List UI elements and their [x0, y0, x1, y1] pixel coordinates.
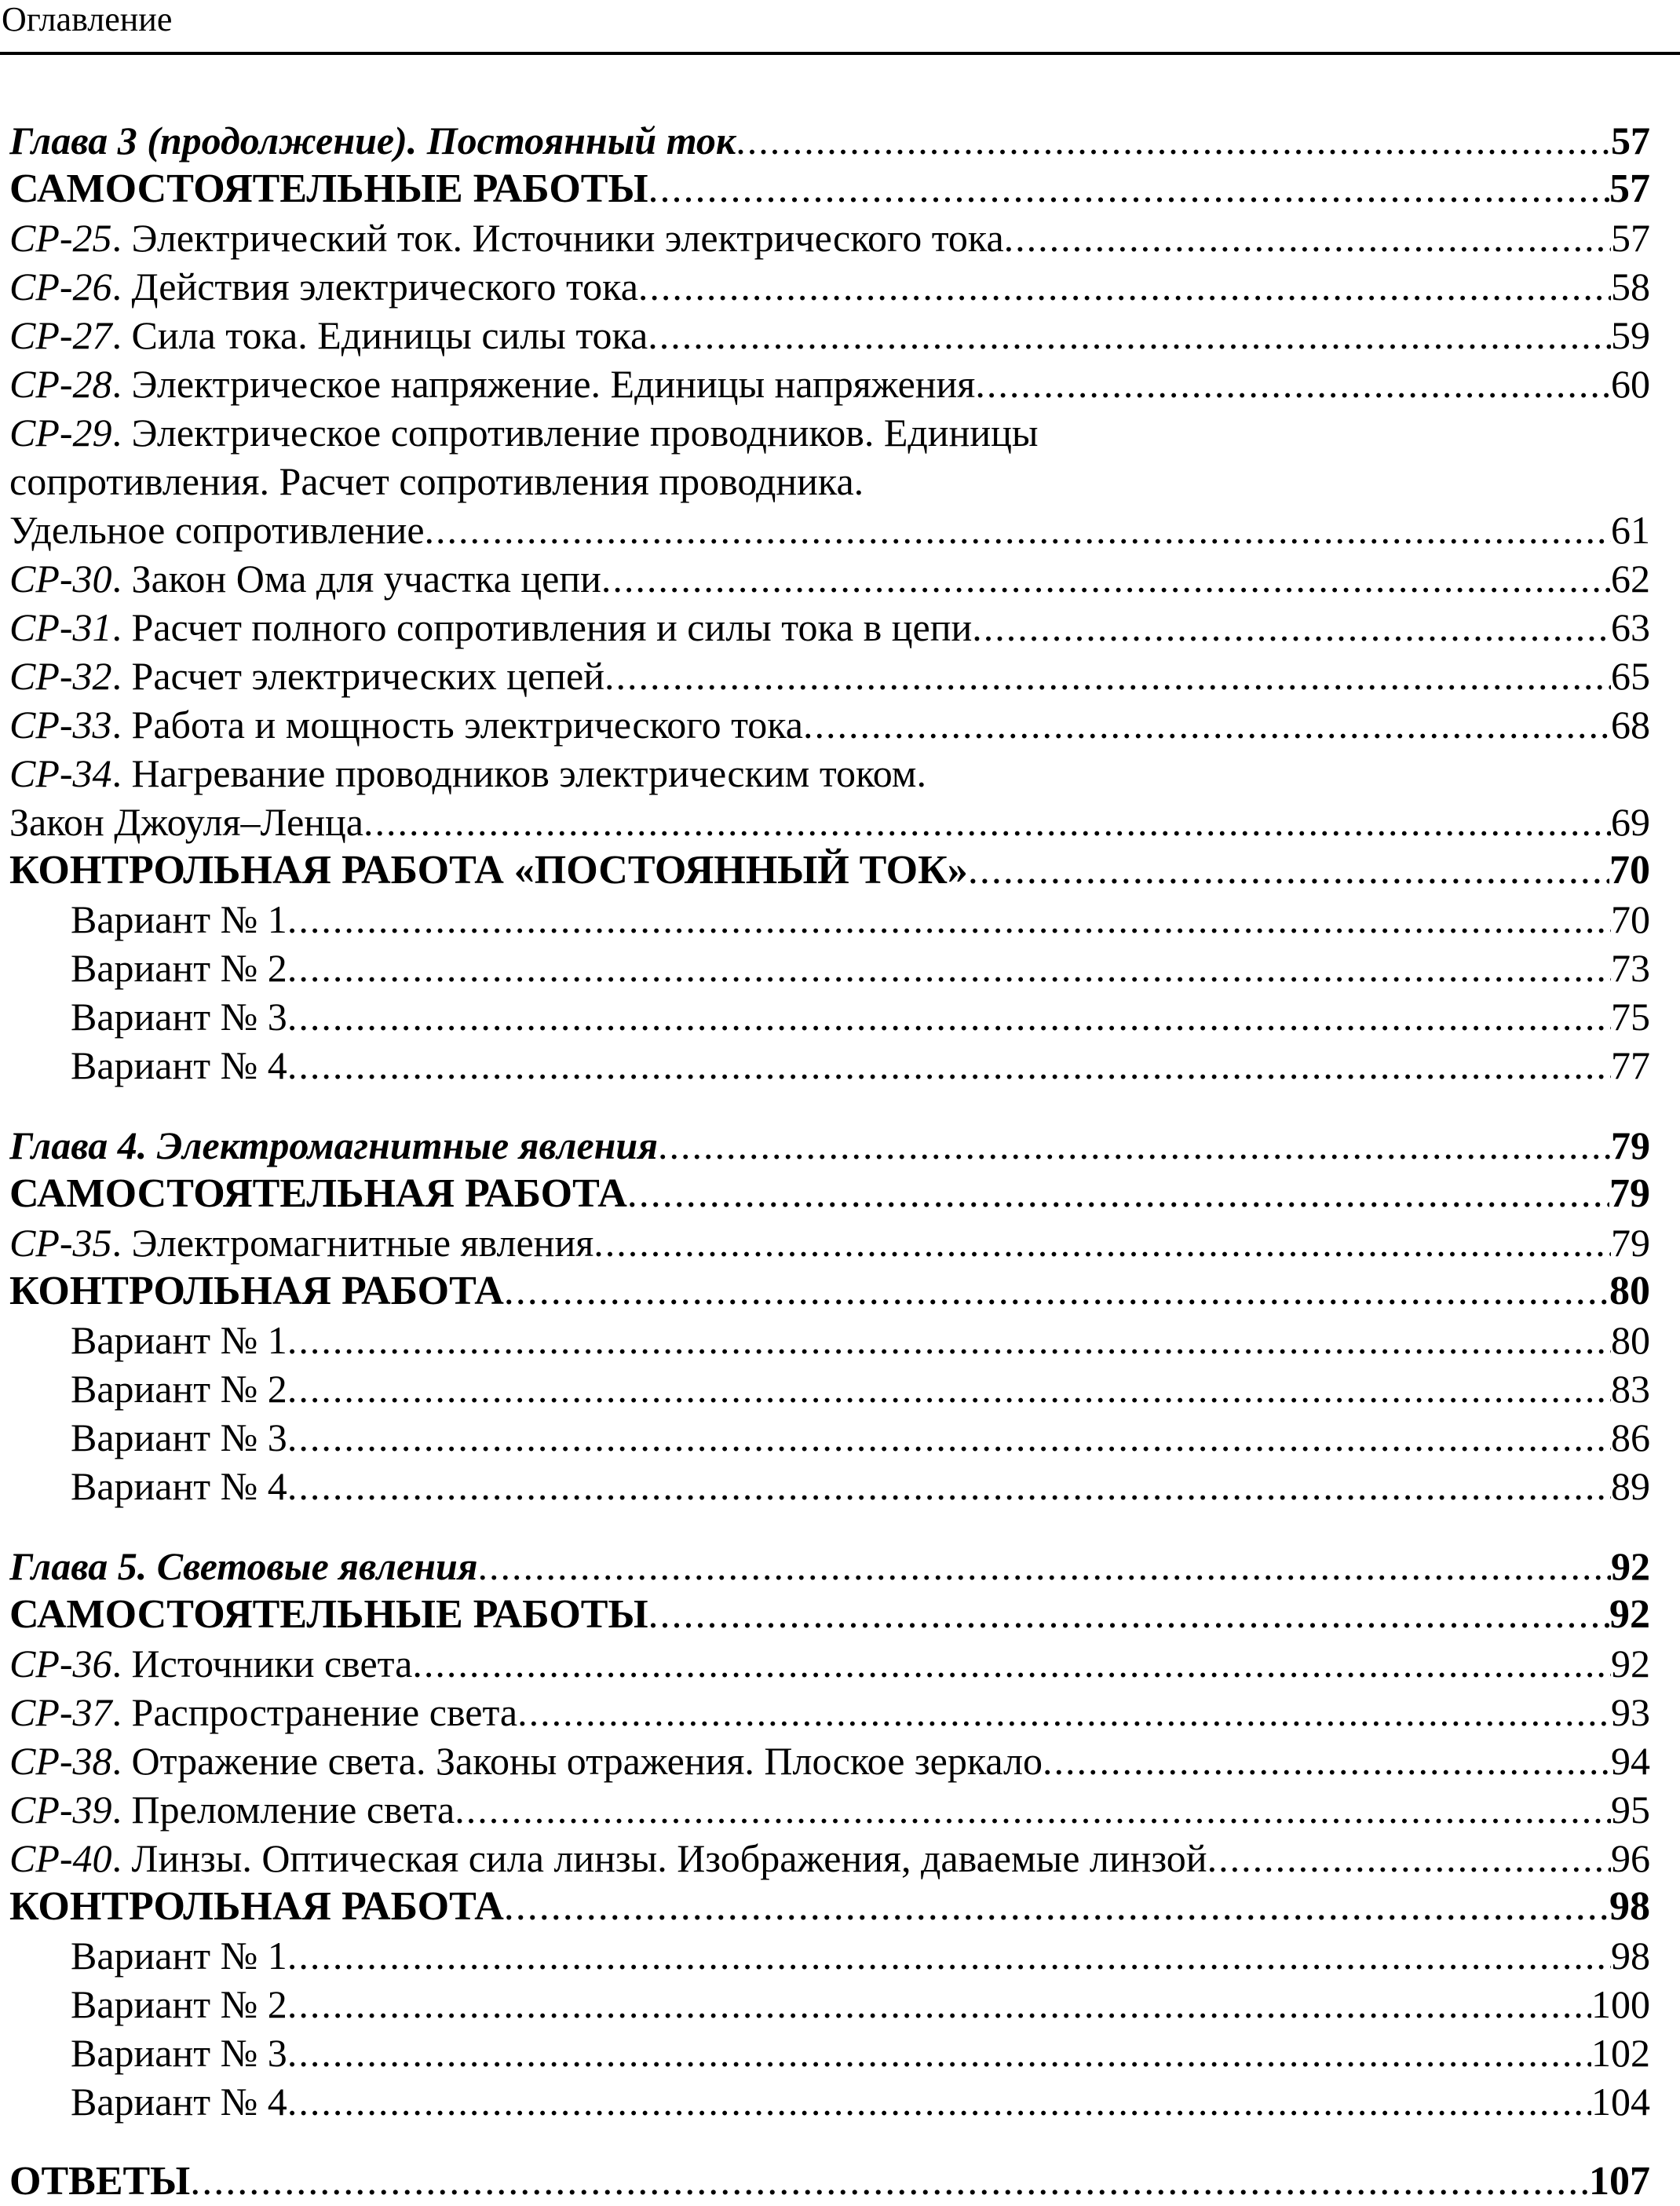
toc-entry-title: КОНТРОЛЬНАЯ РАБОТА — [9, 1269, 504, 1313]
toc-page-number: 92 — [1611, 1642, 1650, 1686]
toc-page-number: 69 — [1611, 800, 1650, 844]
toc-entry-title: Вариант № 4 — [71, 2080, 287, 2124]
toc-page-number: 98 — [1609, 1884, 1650, 1929]
toc-page-number: 92 — [1611, 1544, 1650, 1588]
toc-entry-title: ОТВЕТЫ — [9, 2159, 191, 2204]
toc-entry-code: СР-33 — [9, 703, 112, 747]
toc-entry-sr34[interactable] — [9, 749, 1650, 846]
toc-page-number: 68 — [1611, 703, 1650, 747]
toc-page-number: 93 — [1611, 1690, 1650, 1734]
toc-entry-title: . Расчет полного сопротивления и силы тока в цепи — [111, 605, 973, 649]
toc-page-number: 95 — [1611, 1788, 1650, 1832]
toc-entry-title: КОНТРОЛЬНАЯ РАБОТА — [9, 1884, 504, 1929]
toc-variant-1[interactable] — [9, 895, 1650, 944]
toc-page-number: 83 — [1611, 1367, 1650, 1411]
toc-page-number: 92 — [1609, 1592, 1650, 1637]
toc-entry-sr38[interactable] — [9, 1737, 1650, 1785]
dot-leader — [601, 554, 1611, 603]
dot-leader — [190, 2157, 1589, 2206]
toc-page-number: 98 — [1611, 1934, 1650, 1978]
toc-page-number: 59 — [1611, 313, 1650, 357]
toc-entry-title: . Расчет электрических цепей — [111, 654, 604, 698]
dot-leader — [504, 1883, 1609, 1931]
toc-entry-sr25[interactable] — [9, 214, 1650, 262]
toc-entry-title: Вариант № 2 — [71, 946, 287, 990]
toc-page-number: 70 — [1609, 848, 1650, 893]
dot-leader — [968, 846, 1609, 895]
dot-leader — [1207, 1834, 1611, 1883]
toc-entry-title: Глава 3 (продолжение). Постоянный ток — [9, 119, 736, 163]
toc-entry-title: Вариант № 3 — [71, 2031, 287, 2075]
dot-leader — [287, 1980, 1591, 2029]
table-of-contents — [9, 116, 1650, 2206]
dot-leader — [363, 798, 1611, 846]
toc-page-number: 107 — [1589, 2159, 1650, 2204]
toc-entry-title: . Линзы. Оптическая сила линзы. Изображения, даваемые линзой — [111, 1836, 1207, 1880]
toc-entry-code: СР-35 — [9, 1221, 112, 1265]
toc-chapter-5[interactable] — [9, 1542, 1650, 1591]
toc-chapter-3[interactable] — [9, 116, 1650, 165]
toc-page-number: 79 — [1611, 1123, 1650, 1167]
toc-entry-title: . Распространение света — [111, 1690, 518, 1734]
toc-variant-3[interactable] — [9, 1413, 1650, 1462]
toc-page-number: 77 — [1611, 1043, 1650, 1087]
toc-page-number: 80 — [1609, 1269, 1650, 1313]
toc-variant-2[interactable] — [9, 944, 1650, 992]
toc-entry-title: КОНТРОЛЬНАЯ РАБОТА «ПОСТОЯННЫЙ ТОК» — [9, 848, 968, 893]
toc-entry-code: СР-34 — [9, 751, 112, 795]
dot-leader — [287, 1364, 1611, 1413]
toc-entry-sr27[interactable] — [9, 311, 1650, 360]
toc-entry-sr32[interactable] — [9, 652, 1650, 700]
toc-page-number: 57 — [1609, 166, 1650, 211]
toc-entry-sr36[interactable] — [9, 1639, 1650, 1688]
toc-page-number: 104 — [1591, 2080, 1650, 2124]
toc-page-number: 75 — [1611, 995, 1650, 1039]
toc-variant-2[interactable] — [9, 1364, 1650, 1413]
toc-page-number: 62 — [1611, 557, 1650, 601]
dot-leader — [504, 1267, 1609, 1316]
toc-page-number: 63 — [1611, 605, 1650, 649]
toc-entry-code: СР-38 — [9, 1739, 112, 1783]
toc-section-independent-works[interactable] — [9, 165, 1650, 214]
toc-entry-title-line3: Удельное сопротивление — [9, 508, 425, 552]
dot-leader — [287, 944, 1611, 992]
toc-entry-sr35[interactable] — [9, 1218, 1650, 1267]
toc-entry-title: САМОСТОЯТЕЛЬНЫЕ РАБОТЫ — [9, 166, 648, 211]
toc-variant-3[interactable] — [9, 992, 1650, 1041]
toc-entry-title-line1: . Нагревание проводников электрическим током. — [111, 751, 926, 795]
toc-chapter-4[interactable] — [9, 1121, 1650, 1170]
toc-page-number: 60 — [1611, 362, 1650, 406]
toc-variant-4[interactable] — [9, 1041, 1650, 1090]
dot-leader — [287, 1413, 1611, 1462]
toc-entry-title: Вариант № 1 — [71, 1934, 287, 1978]
toc-entry-sr37[interactable] — [9, 1688, 1650, 1737]
toc-entry-title: Вариант № 2 — [71, 1982, 287, 2026]
toc-variant-4[interactable] — [9, 2077, 1650, 2126]
toc-entry-code: СР-26 — [9, 265, 112, 309]
dot-leader — [658, 1121, 1611, 1170]
toc-entry-code: СР-30 — [9, 557, 112, 601]
toc-page-number: 70 — [1611, 897, 1650, 941]
toc-entry-title: Вариант № 2 — [71, 1367, 287, 1411]
dot-leader — [517, 1688, 1611, 1737]
toc-entry-code: СР-27 — [9, 313, 112, 357]
toc-entry-title: Вариант № 1 — [71, 1318, 287, 1362]
toc-entry-title: . Электрический ток. Источники электрического тока — [111, 216, 1004, 260]
header-title: Оглавление — [2, 0, 173, 38]
toc-page-number: 102 — [1591, 2031, 1650, 2075]
toc-entry-title: Вариант № 4 — [71, 1464, 287, 1508]
toc-entry-title-line2: Закон Джоуля–Ленца — [9, 800, 363, 844]
toc-entry-sr31[interactable] — [9, 603, 1650, 652]
toc-entry-sr30[interactable] — [9, 554, 1650, 603]
toc-entry-title: САМОСТОЯТЕЛЬНАЯ РАБОТА — [9, 1171, 627, 1216]
dot-leader — [972, 603, 1611, 652]
toc-page-number: 79 — [1611, 1221, 1650, 1265]
toc-variant-3[interactable] — [9, 2029, 1650, 2077]
toc-entry-title: . Сила тока. Единицы силы тока — [111, 313, 648, 357]
dot-leader — [425, 506, 1611, 554]
toc-page-number: 57 — [1611, 119, 1650, 163]
toc-entry-sr33[interactable] — [9, 700, 1650, 749]
toc-variant-1[interactable] — [9, 1931, 1650, 1980]
toc-section-test[interactable] — [9, 1267, 1650, 1316]
toc-entry-code: СР-28 — [9, 362, 112, 406]
dot-leader — [638, 262, 1611, 311]
toc-entry-title: . Работа и мощность электрического тока — [111, 703, 803, 747]
toc-section-independent-works[interactable] — [9, 1591, 1650, 1639]
toc-entry-title: . Электрическое напряжение. Единицы напряжения — [111, 362, 976, 406]
toc-entry-title: . Преломление света — [111, 1788, 455, 1832]
dot-leader — [1004, 214, 1611, 262]
toc-entry-sr28[interactable] — [9, 360, 1650, 408]
toc-entry-sr26[interactable] — [9, 262, 1650, 311]
toc-entry-title: . Закон Ома для участка цепи — [111, 557, 601, 601]
dot-leader — [412, 1639, 1611, 1688]
dot-leader — [803, 700, 1611, 749]
toc-entry-title: Вариант № 4 — [71, 1043, 287, 1087]
toc-entry-code: СР-39 — [9, 1788, 112, 1832]
dot-leader — [1043, 1737, 1611, 1785]
toc-entry-code: СР-37 — [9, 1690, 112, 1734]
toc-page-number: 80 — [1611, 1318, 1650, 1362]
dot-leader — [593, 1218, 1611, 1267]
toc-section-test[interactable] — [9, 846, 1650, 895]
toc-entry-title: Глава 4. Электромагнитные явления — [9, 1123, 659, 1167]
toc-entry-title: Глава 5. Световые явления — [9, 1544, 478, 1588]
toc-page-number: 94 — [1611, 1739, 1650, 1783]
page-header — [0, 0, 1680, 55]
toc-variant-1[interactable] — [9, 1316, 1650, 1364]
toc-entry-title: САМОСТОЯТЕЛЬНЫЕ РАБОТЫ — [9, 1592, 648, 1637]
toc-page-number: 57 — [1611, 216, 1650, 260]
toc-entry-code: СР-29 — [9, 411, 112, 455]
toc-entry-title-line2: сопротивления. Расчет сопротивления проводника. — [9, 459, 864, 503]
toc-entry-title: . Источники света — [111, 1642, 413, 1686]
dot-leader — [287, 2077, 1591, 2126]
dot-leader — [287, 1041, 1611, 1090]
toc-entry-title: . Отражение света. Законы отражения. Плоское зеркало — [111, 1739, 1043, 1783]
toc-page-number: 79 — [1609, 1171, 1650, 1216]
toc-entry-title: Вариант № 3 — [71, 1415, 287, 1459]
toc-page-number: 73 — [1611, 946, 1650, 990]
toc-page-number: 61 — [1611, 508, 1650, 552]
dot-leader — [736, 116, 1611, 165]
dot-leader — [287, 992, 1611, 1041]
toc-entry-title: . Действия электрического тока — [111, 265, 638, 309]
dot-leader — [648, 165, 1609, 214]
toc-entry-code: СР-36 — [9, 1642, 112, 1686]
dot-leader — [455, 1785, 1611, 1834]
dot-leader — [287, 1462, 1611, 1510]
toc-page-number: 65 — [1611, 654, 1650, 698]
toc-variant-2[interactable] — [9, 1980, 1650, 2029]
toc-page-number: 86 — [1611, 1415, 1650, 1459]
toc-page-number: 58 — [1611, 265, 1650, 309]
toc-section-test[interactable] — [9, 1883, 1650, 1931]
toc-section-independent-work[interactable] — [9, 1170, 1650, 1218]
toc-entry-code: СР-40 — [9, 1836, 112, 1880]
toc-section-answers[interactable] — [9, 2157, 1650, 2206]
dot-leader — [648, 311, 1611, 360]
toc-entry-sr29[interactable] — [9, 408, 1650, 554]
dot-leader — [478, 1542, 1611, 1591]
toc-entry-code: СР-32 — [9, 654, 112, 698]
dot-leader — [287, 2029, 1591, 2077]
dot-leader — [287, 895, 1611, 944]
dot-leader — [287, 1316, 1611, 1364]
toc-page-number: 89 — [1611, 1464, 1650, 1508]
toc-entry-title: Вариант № 3 — [71, 995, 287, 1039]
dot-leader — [604, 652, 1611, 700]
toc-page-number: 96 — [1611, 1836, 1650, 1880]
toc-entry-code: СР-25 — [9, 216, 112, 260]
dot-leader — [287, 1931, 1611, 1980]
toc-entry-title: Вариант № 1 — [71, 897, 287, 941]
toc-entry-code: СР-31 — [9, 605, 112, 649]
toc-entry-title: . Электромагнитные явления — [111, 1221, 594, 1265]
toc-entry-sr40[interactable] — [9, 1834, 1650, 1883]
dot-leader — [627, 1170, 1609, 1218]
dot-leader — [648, 1591, 1609, 1639]
toc-page-number: 100 — [1591, 1982, 1650, 2026]
toc-entry-sr39[interactable] — [9, 1785, 1650, 1834]
toc-variant-4[interactable] — [9, 1462, 1650, 1510]
toc-entry-title-line1: . Электрическое сопротивление проводников. Единицы — [111, 411, 1039, 455]
dot-leader — [975, 360, 1611, 408]
